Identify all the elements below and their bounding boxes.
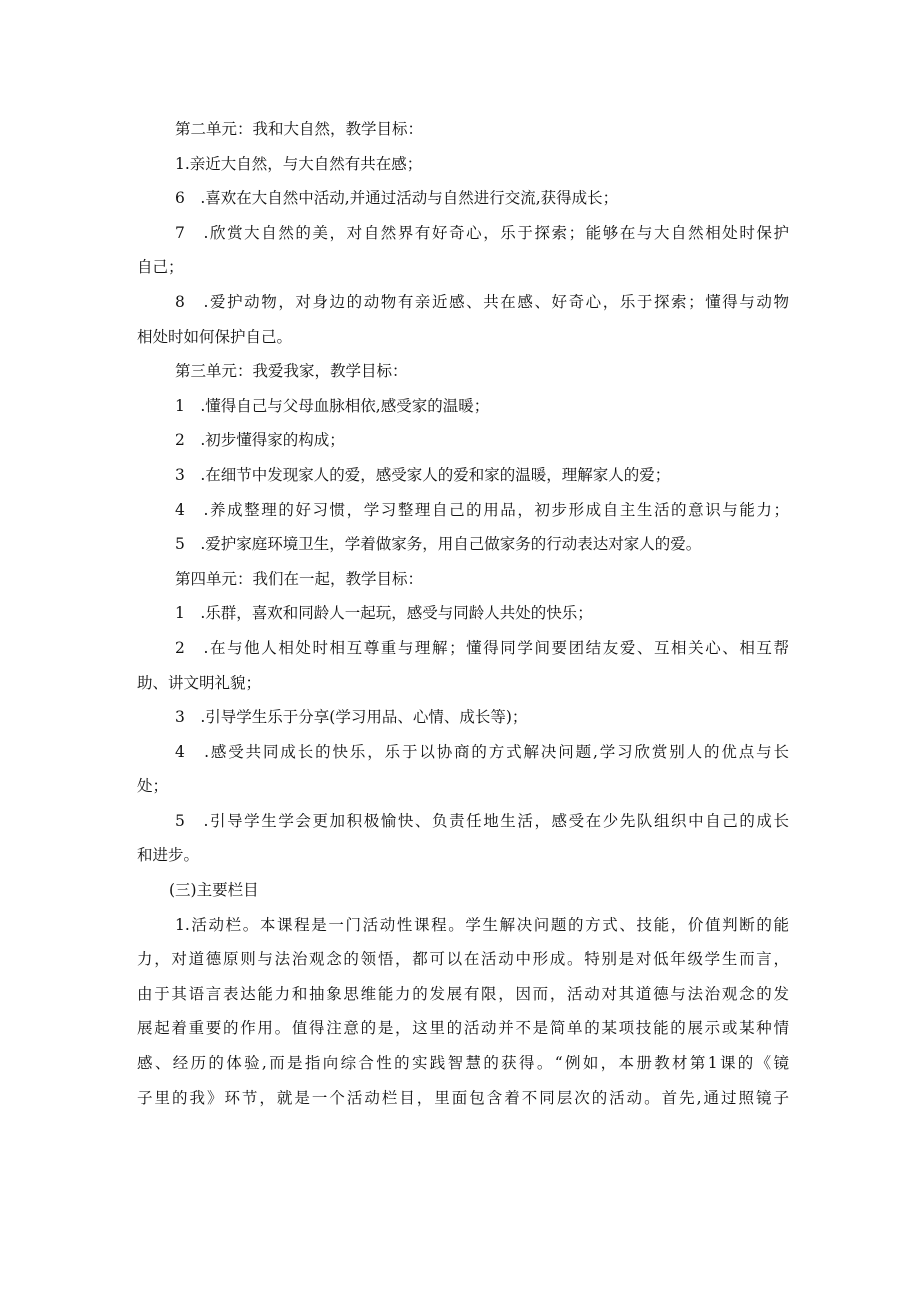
text-line: 3 .在细节中发现家人的爱，感受家人的爱和家的温暖，理解家人的爱； xyxy=(175,465,671,484)
text-line: 5 .爱护家庭环境卫生，学着做家务，用自己做家务的行动表达对家人的爱。 xyxy=(175,535,702,554)
text-line: 第三单元：我爱我家，教学目标： xyxy=(175,362,408,381)
text-line: 处； xyxy=(137,777,169,796)
text-line: 1 .懂得自己与父母血脉相依,感受家的温暖； xyxy=(175,396,490,415)
text-line: 自己； xyxy=(137,258,184,277)
text-line: 1 .乐群，喜欢和同龄人一起玩，感受与同龄人共处的快乐； xyxy=(175,604,593,623)
text-line: 和进步。 xyxy=(137,846,200,865)
text-line: 2 .在与他人相处时相互尊重与理解；懂得同学间要团结友爱、互相关心、相互帮 xyxy=(175,638,789,657)
text-line: 第四单元：我们在一起，教学目标： xyxy=(175,569,424,588)
text-line: 2 .初步懂得家的构成； xyxy=(175,431,345,450)
text-line: 感、经历的体验,而是指向综合性的实践智慧的获得。“例如，本册教材第1课的《镜 xyxy=(137,1054,789,1073)
document-body xyxy=(137,112,789,1115)
text-line: 第二单元：我和大自然，教学目标： xyxy=(175,120,424,138)
text-line: 7 .欣赏大自然的美，对自然界有好奇心，乐于探索；能够在与大自然相处时保护 xyxy=(175,223,789,242)
text-line: 展起着重要的作用。值得注意的是，这里的活动并不是简单的某项技能的展示或某种情 xyxy=(137,1019,789,1038)
text-line: 4 .养成整理的好习惯，学习整理自己的用品，初步形成自主生活的意识与能力； xyxy=(175,500,789,519)
text-line: 3 .引导学生乐于分享(学习用品、心情、成长等)； xyxy=(175,708,528,727)
text-line: 6 .喜欢在大自然中活动,并通过活动与自然进行交流,获得成长； xyxy=(175,189,619,208)
text-line: 相处时如何保护自己。 xyxy=(137,327,293,346)
text-line: 1.亲近大自然，与大自然有共在感； xyxy=(175,154,423,173)
text-line: 由于其语言表达能力和抽象思维能力的发展有限，因而，活动对其道德与法治观念的发 xyxy=(137,984,789,1003)
text-line: 助、讲文明礼貌； xyxy=(137,673,262,692)
text-line: 1.活动栏。本课程是一门活动性课程。学生解决问题的方式、技能，价值判断的能 xyxy=(175,915,789,934)
text-line: (三)主要栏目 xyxy=(169,881,259,900)
text-line: 4 .感受共同成长的快乐，乐于以协商的方式解决问题,学习欣赏别人的优点与长 xyxy=(175,742,789,761)
text-line: 5 .引导学生学会更加积极愉快、负责任地生活，感受在少先队组织中自己的成长 xyxy=(175,811,789,830)
text-line: 子里的我》环节，就是一个活动栏目，里面包含着不同层次的活动。首先,通过照镜子 xyxy=(137,1088,789,1107)
text-line: 力，对道德原则与法治观念的领悟，都可以在活动中形成。特别是对低年级学生而言， xyxy=(137,950,789,969)
text-line: 8 .爱护动物，对身边的动物有亲近感、共在感、好奇心，乐于探索；懂得与动物 xyxy=(175,292,789,311)
